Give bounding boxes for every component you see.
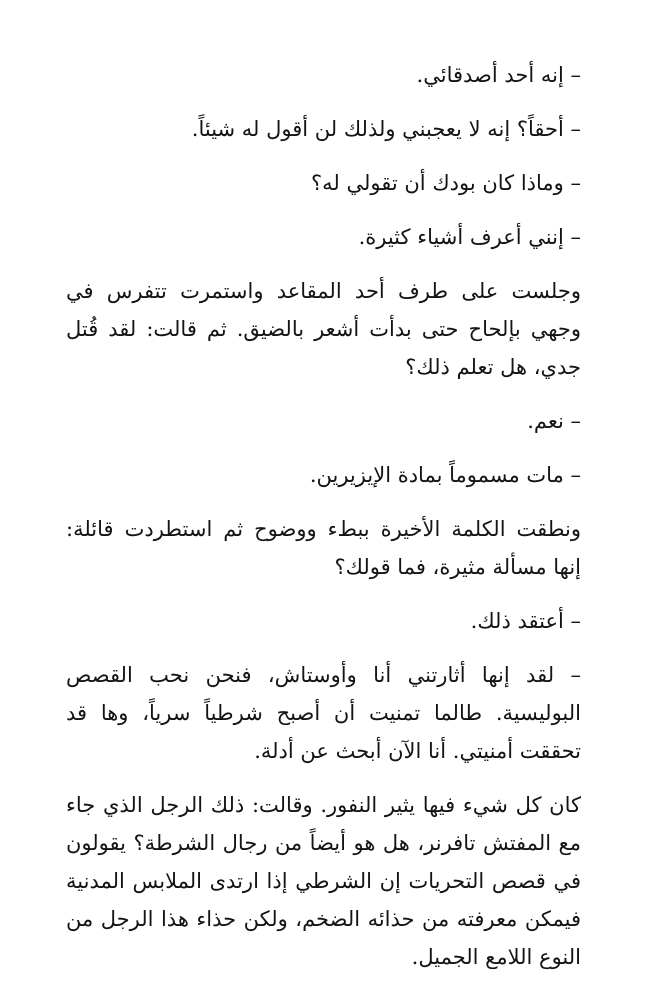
dialogue-line: – إنه أحد أصدقائي. (416, 63, 581, 87)
dialogue-line: – إنني أعرف أشياء كثيرة. (358, 225, 581, 249)
dialogue-line: – أحقاً؟ إنه لا يعجبني ولذلك لن أقول له شيئاً. (191, 117, 581, 141)
narrative-paragraph: كان كل شيء فيها يثير النفور. وقالت: ذلك الرجل الذي جاء مع المفتش تافرنر، هل هو أيضاً من رجال الشرطة؟ يقولون في قصص التحريات إن الشرطي إذا ارتدى الملابس المدنية فيمكن معرفته من حذائه الضخم، ولكن حذاء هذا الرجل من النوع اللامع الجميل. (66, 793, 581, 969)
dialogue-line: – نعم. (527, 409, 581, 433)
dialogue-line: – أعتقد ذلك. (470, 609, 581, 633)
dialogue-line: – مات مسموماً بمادة الإيزيرين. (309, 463, 581, 487)
narrative-paragraph: وجلست على طرف أحد المقاعد واستمرت تتفرس في وجهي بإلحاح حتى بدأت أشعر بالضيق. ثم قالت: لقد قُتل جدي، هل تعلم ذلك؟ (66, 279, 581, 379)
narrative-paragraph: – لقد إنها أثارتني أنا وأوستاش، فنحن نحب القصص البوليسية. طالما تمنيت أن أصبح شرطياً سرياً، وها قد تحققت أمنيتي. أنا الآن أبحث عن أدلة. (66, 663, 581, 763)
dialogue-line: – وماذا كان بودك أن تقولي له؟ (311, 171, 581, 195)
narrative-paragraph: ونطقت الكلمة الأخيرة ببطء ووضوح ثم استطردت قائلة: إنها مسألة مثيرة، فما قولك؟ (66, 517, 581, 579)
